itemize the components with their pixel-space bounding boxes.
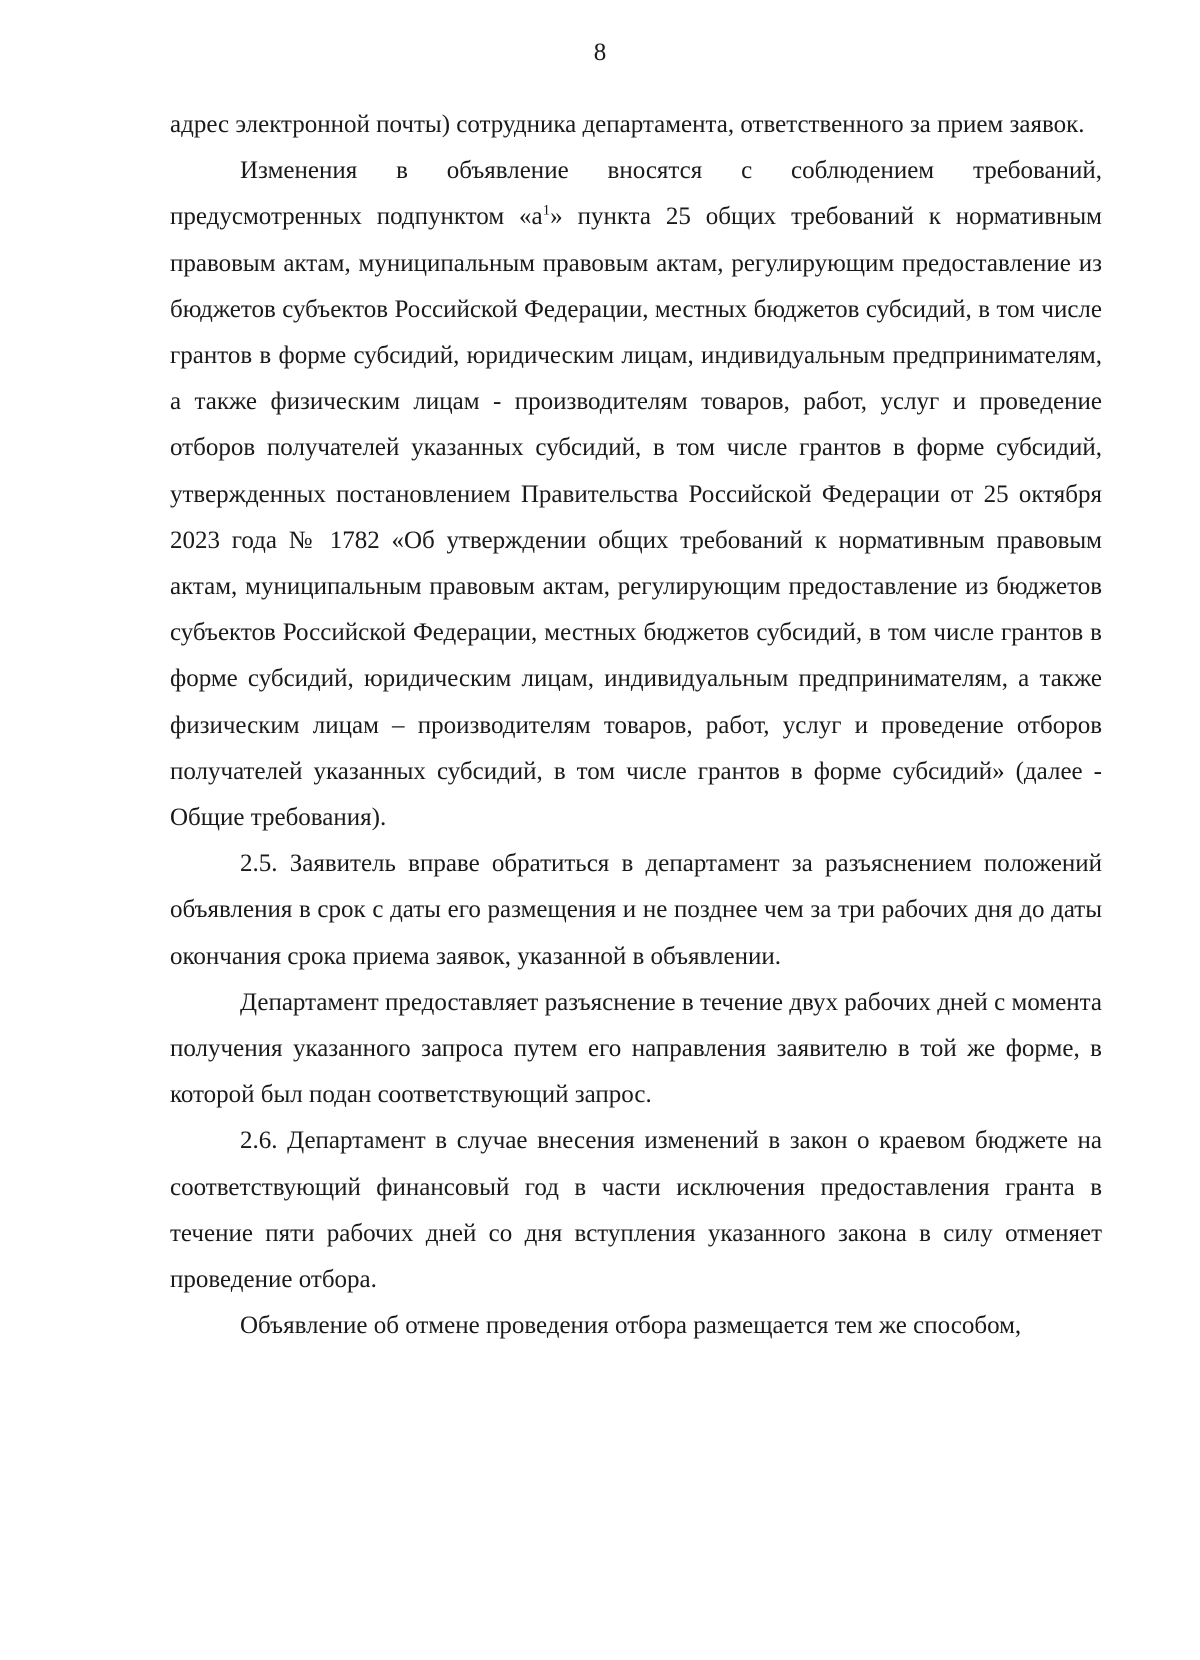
paragraph-2-5: 2.5. Заявитель вправе обратиться в департамент за разъяснением положений объявления в срок с даты его размещения и не позднее чем за три рабочих дня до даты окончания срока приема заявок, указанной в объявлении. [170,850,1102,970]
paragraph-cancel-notice: Объявление об отмене проведения отбора размещается тем же способом, [240,1312,1022,1340]
paragraph-2-6: 2.6. Департамент в случае внесения изменений в закон о краевом бюджете на соответствующий финансовый год в части исключения предоставления гранта в течение пяти рабочих дней со дня вступления указанного закона в силу отменяет проведение отбора. [170,1127,1102,1294]
paragraph-changes-text-end: » пункта 25 общих требований к нормативным правовым актам, муниципальным правовым актам, регулирующим предоставление из бюджетов субъектов Российской Федерации, местных бюджетов субсидий, в том числе грантов в форме субсидий, юридическим лицам, индивидуальным предпринимателям, а также физическим лицам - производителям товаров, работ, услуг и проведение отборов получателей указанных субсидий, в том числе грантов в форме субсидий, утвержденных постановлением Правительства Российской Федерации от 25 октября 2023 года № 1782 «Об утверждении общих требований к нормативным правовым актам, муниципальным правовым актам, регулирующим предоставление из бюджетов субъектов Российской Федерации, местных бюджетов субсидий, в том числе грантов в форме субсидий, юридическим лицам, индивидуальным предпринимателям, а также физическим лицам – производителям товаров, работ, услуг и проведение отборов получателей указанных субсидий, в том числе грантов в форме субсидий» (далее - Общие требования). [170,203,1102,832]
superscript-mark: 1 [542,203,551,220]
page-number: 8 [593,39,607,66]
paragraph-continuation: адрес электронной почты) сотрудника департамента, ответственного за прием заявок. [170,111,1085,138]
paragraph-changes-text-start: Изменения в объявление вносятся с соблюдением требований, предусмотренных подпунктом «а [170,157,1102,231]
paragraph-department-explanation: Департамент предоставляет разъяснение в течение двух рабочих дней с момента получения указанного запроса путем его направления заявителю в той же форме, в которой был подан соответствующий запрос. [170,988,1102,1109]
paragraph-changes [170,148,1102,841]
document-body [170,102,1102,1349]
